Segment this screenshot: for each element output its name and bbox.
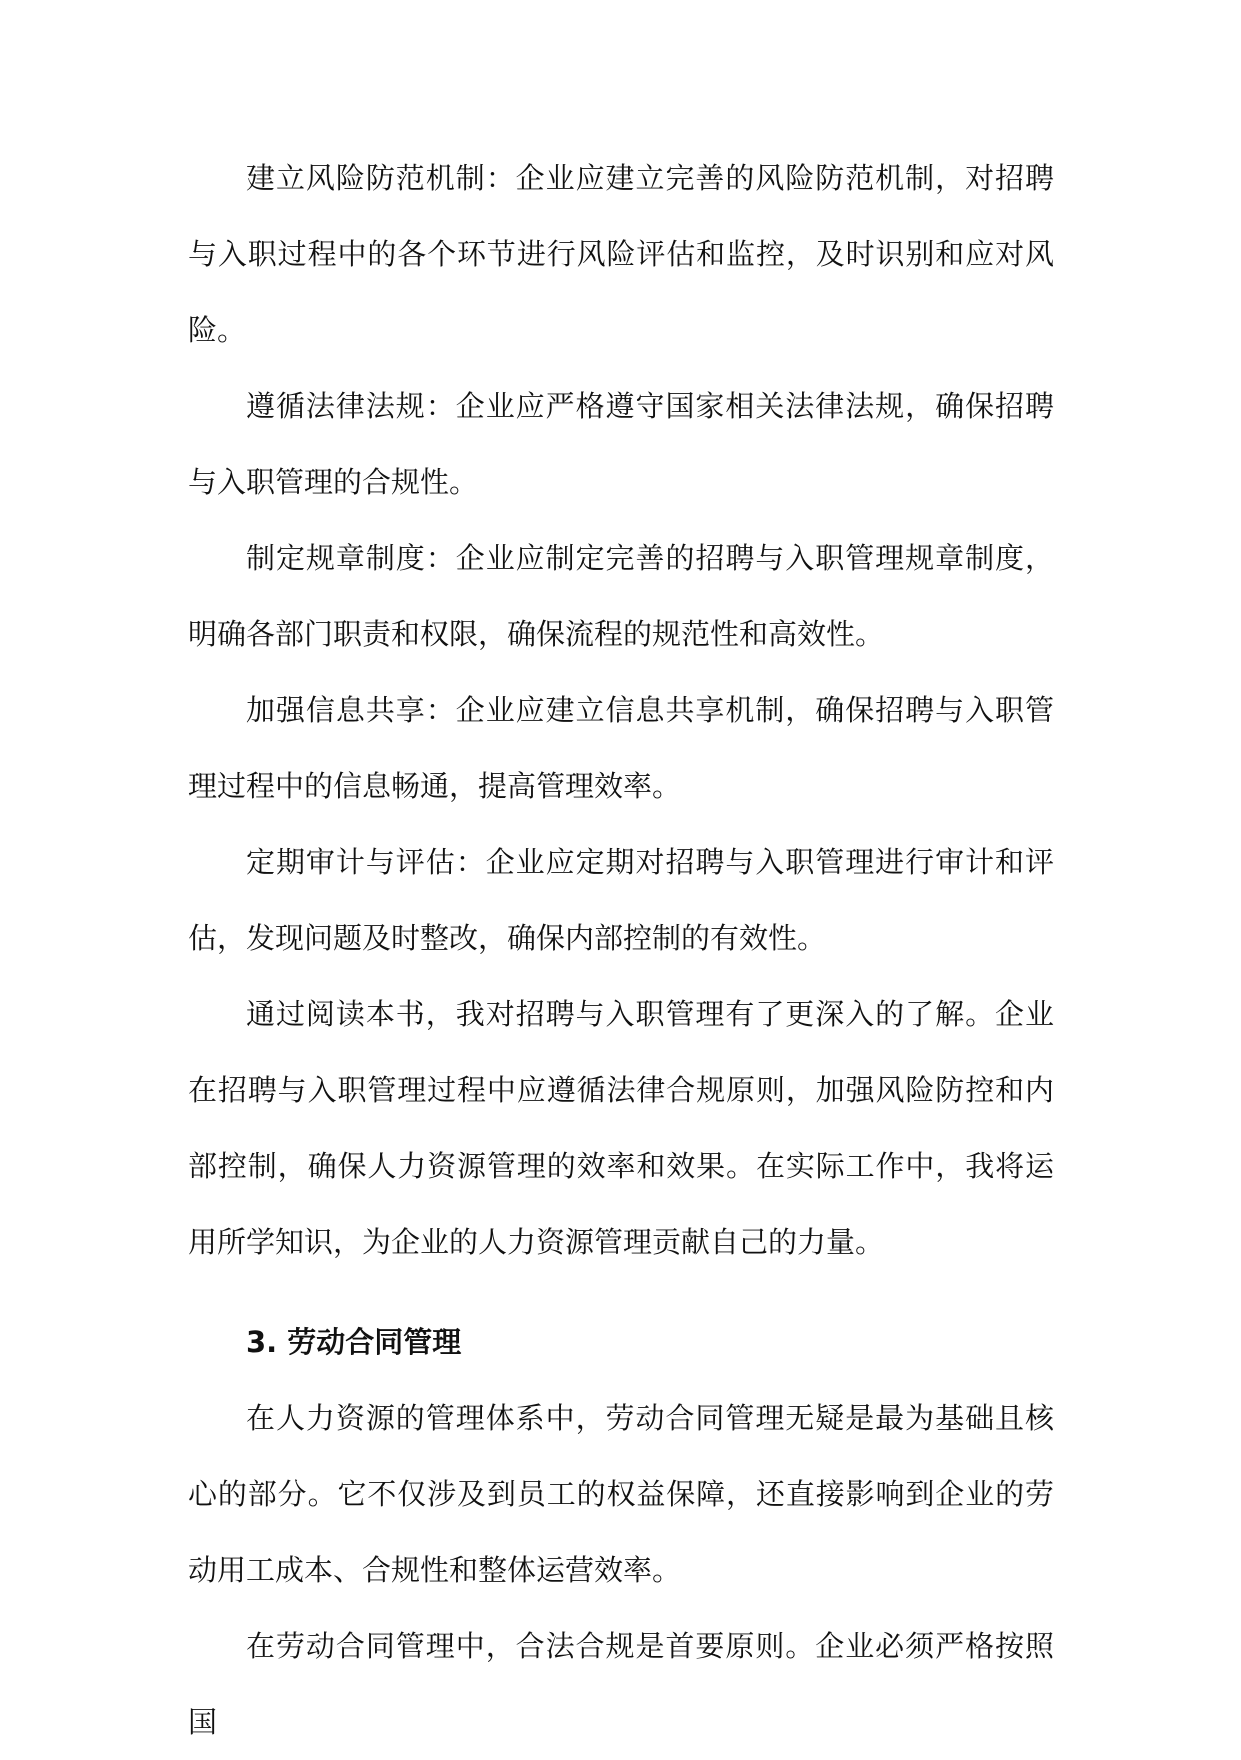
document-body [188, 140, 1054, 1760]
paragraph-rules-system: 制定规章制度：企业应制定完善的招聘与入职管理规章制度，明确各部门职责和权限，确保流程的规范性和高效性。 [188, 541, 1054, 651]
paragraph-contract-intro: 在人力资源的管理体系中，劳动合同管理无疑是最为基础且核心的部分。它不仅涉及到员工的权益保障，还直接影响到企业的劳动用工成本、合规性和整体运营效率。 [188, 1401, 1054, 1587]
paragraph-reading-summary: 通过阅读本书，我对招聘与入职管理有了更深入的了解。企业在招聘与入职管理过程中应遵循法律合规原则，加强风险防控和内部控制，确保人力资源管理的效率和效果。在实际工作中，我将运用所学知识，为企业的人力资源管理贡献自己的力量。 [188, 997, 1054, 1259]
paragraph-risk-prevention: 建立风险防范机制：企业应建立完善的风险防范机制，对招聘与入职过程中的各个环节进行风险评估和监控，及时识别和应对风险。 [188, 161, 1054, 347]
section-heading: 3. 劳动合同管理 [246, 1325, 462, 1359]
paragraph-contract-compliance: 在劳动合同管理中，合法合规是首要原则。企业必须严格按照国 [188, 1629, 1054, 1739]
paragraph-audit-evaluation: 定期审计与评估：企业应定期对招聘与入职管理进行审计和评估，发现问题及时整改，确保内部控制的有效性。 [188, 845, 1054, 955]
paragraph-information-sharing: 加强信息共享：企业应建立信息共享机制，确保招聘与入职管理过程中的信息畅通，提高管理效率。 [188, 693, 1054, 803]
paragraph-laws-compliance: 遵循法律法规：企业应严格遵守国家相关法律法规，确保招聘与入职管理的合规性。 [188, 389, 1054, 499]
